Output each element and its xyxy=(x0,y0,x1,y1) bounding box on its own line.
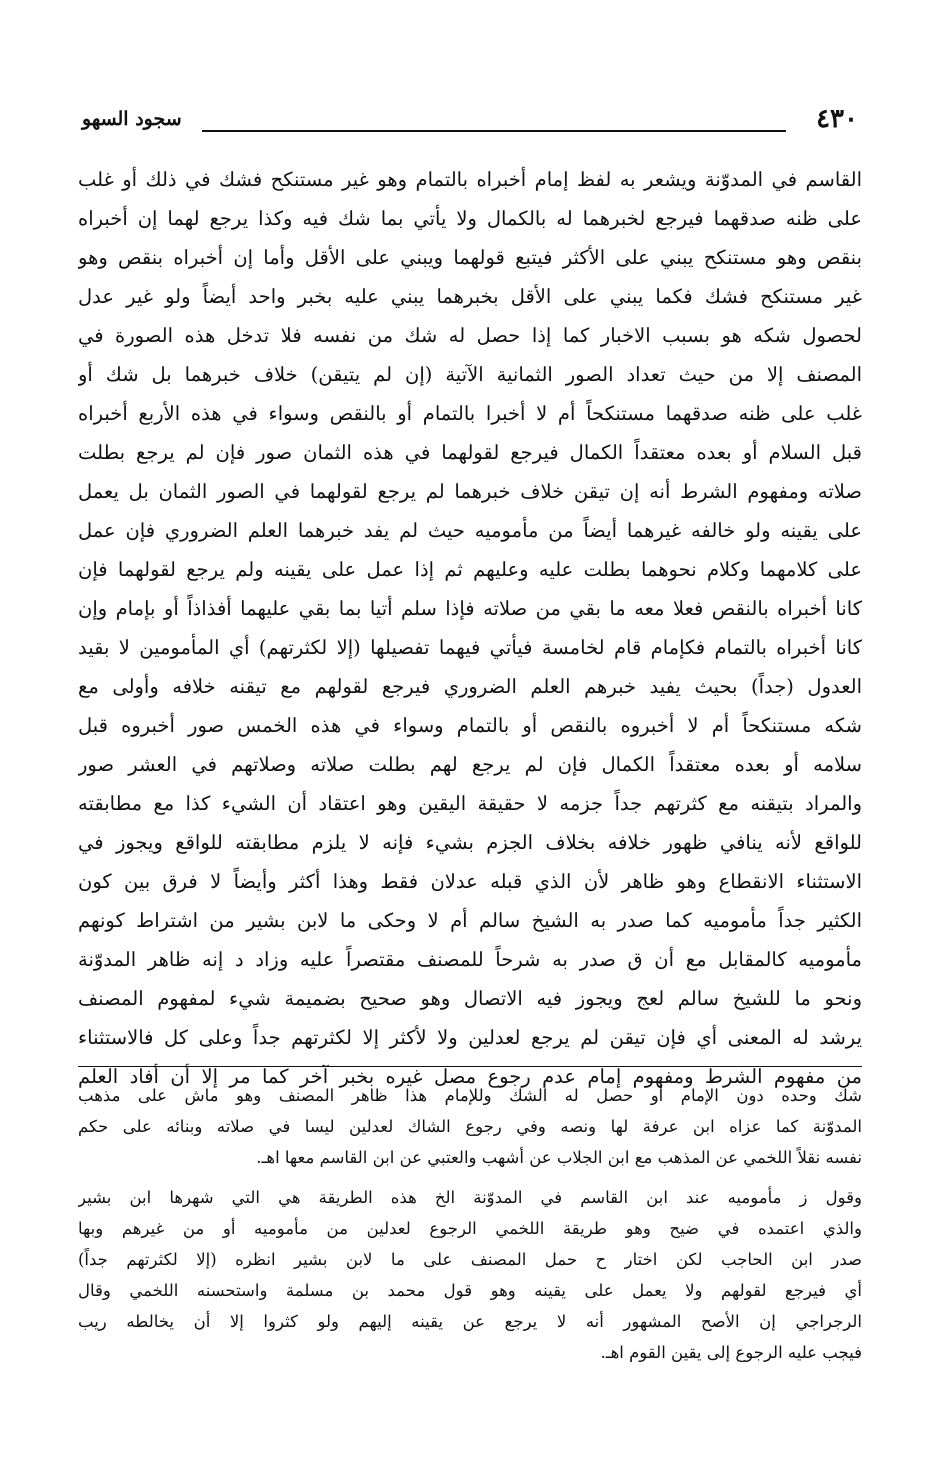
text-line: لحصول شكه هو بسبب الاخبار كما إذا حصل له شك من نفسه فلا تدخل هذه الصورة في xyxy=(78,324,862,347)
text-line: المصنف إلا من حيث تعداد الصور الثمانية الآتية (إن لم يتيقن) خلاف خبرهما بل شك أو xyxy=(78,363,862,386)
text-line: للواقع لأنه ينافي ظهور خلافه بخلاف الجزم بشيء فإنه لا يلزم مطابقته للواقع ويجوز في xyxy=(78,831,862,854)
text-line: على يقينه ولو خالفه غيرهما أيضاً من مأموميه حيث لم يفد خبرهما العلم الضروري فإن عمل xyxy=(78,519,862,542)
text-line: قبل السلام أو بعده معتقداً الكمال فيرجع لقولهما في هذه الثمان صور فإن لم يرجع بطلت xyxy=(78,441,862,464)
text-line: والمراد بتيقنه مع كثرتهم جداً جزمه لا حقيقة اليقين وهو اعتقاد أن الشيء كذا مع مطابقته xyxy=(78,792,862,815)
text-line: بنقص وهو مستنكح يبني على الأكثر فيتبع قولهما ويبني على الأقل وأما إن أخبراه بنقص وهو xyxy=(78,246,862,269)
page-header xyxy=(82,104,858,134)
text-line: على ظنه صدقهما فيرجع لخبرهما له بالكمال ولا يأتي بما شك فيه وكذا يرجع لهما إن أخبراه xyxy=(78,207,862,230)
text-line: كانا أخبراه بالنقص فعلا معه ما بقي من صلاته فإذا سلم أتيا بما بقي عليهما أفذاذاً أو بإمام وإن xyxy=(78,597,862,620)
footnote-line: المدوّنة كما عزاه ابن عرفة لها ونصه وفي رجوع الشاك لعدلين ليسا في صلاته وبنائه على حكم xyxy=(78,1117,862,1136)
header-rule xyxy=(202,130,786,132)
footnote-line: نفسه نقلاً اللخمي عن المذهب مع ابن الجلاب عن أشهب والعتبي عن ابن القاسم معها اهـ. xyxy=(256,1148,862,1167)
text-line: كانا أخبراه بالتمام فكإمام قام لخامسة فيأتي فيهما تفصيلها (إلا لكثرتهم) أي المأمومين لا بقيد xyxy=(78,636,862,659)
text-line: العدول (جداً) بحيث يفيد خبرهم العلم الضروري فيرجع لقولهم مع تيقنه خلافه وأولى مع xyxy=(78,675,862,698)
footnote-line: أي فيرجع لقولهم ولا يعمل على يقينه وهو قول محمد بن مسلمة واستحسنه اللخمي وقال xyxy=(78,1281,862,1300)
text-line: سلامه أو بعده معتقداً الكمال فإن لم يرجع لهم بطلت صلاته وصلاتهم في العشر صور xyxy=(78,753,862,776)
footnote-line: شك وحده دون الإمام أو حصل له الشك وللإمام هذا ظاهر المصنف وهو ماش على مذهب xyxy=(78,1086,862,1105)
text-line: صلاته ومفهوم الشرط أنه إن تيقن خلاف خبرهما لم يرجع لقولهما في الصور الثمان بل يعمل xyxy=(78,480,862,503)
text-line: يرشد له المعنى أي فإن تيقن لم يرجع لعدلين ولا لأكثر إلا لكثرتهم جداً وعلى كل فالاستثناء xyxy=(78,1026,862,1049)
text-line: مأموميه كالمقابل مع أن ق صدر به شرحاً للمصنف مقتصراً عليه وزاد د إنه ظاهر المدوّنة xyxy=(78,948,862,971)
text-line: من مفهوم الشرط ومفهوم إمام عدم رجوع مصل غيره بخبر آخر كما مر إلا أن أفاد العلم xyxy=(78,1065,862,1088)
text-line: ونحو ما للشيخ سالم لعج ويجوز فيه الاتصال وهو صحيح بضميمة شيء لمفهوم المصنف xyxy=(78,987,862,1010)
footnotes xyxy=(78,1080,862,1368)
text-line: شكه مستنكحاً أم لا أخبروه بالنقص أو بالتمام وسواء في هذه الخمس صور أخبروه قبل xyxy=(78,714,862,737)
main-text xyxy=(78,160,862,1096)
footnote-line: صدر ابن الحاجب لكن اختار ح حمل المصنف على ما لابن بشير انظره (إلا لكثرتهم جداً) xyxy=(78,1250,862,1269)
footnote-paragraph-gap xyxy=(78,1173,862,1182)
text-line: الاستثناء الانقطاع وهو ظاهر لأن الذي قبله عدلان فقط وهذا أكثر وأيضاً لا فرق بين كون xyxy=(78,870,862,893)
text-line: القاسم في المدوّنة ويشعر به لفظ إمام أخبراه بالتمام وهو غير مستنكح فشك في ذلك أو غلب xyxy=(78,168,862,191)
footnote-line: والذي اعتمده في ضيح وهو طريقة اللخمي الرجوع لعدلين من مأموميه أو من غيرهم وبها xyxy=(78,1219,862,1238)
page-number: ٤٣٠ xyxy=(816,104,858,134)
running-title: سجود السهو xyxy=(82,108,182,130)
text-line: الكثير جداً مأموميه كما صدر به الشيخ سالم أم لا وحكى ما لابن بشير من اشتراط كونهم xyxy=(78,909,862,932)
footnote-line: الرجراجي إن الأصح المشهور أنه لا يرجع عن يقينه إليهم ولو كثروا إلا أن يخالطه ريب xyxy=(78,1312,862,1331)
text-line: غلب على ظنه صدقهما مستنكحاً أم لا أخبرا بالتمام أو بالنقص وسواء في هذه الأربع أخبراه xyxy=(78,402,862,425)
footnote-separator xyxy=(78,1066,862,1067)
text-line: غير مستنكح فشك فكما يبني على الأقل بخبرهما يبني عليه بخبر واحد أيضاً ولو غير عدل xyxy=(78,285,862,308)
text-line: على كلامهما وكلام نحوهما بطلت عليه وعليهم ثم إذا عمل على يقينه ولم يرجع لقولهما فإن xyxy=(78,558,862,581)
footnote-line: فيجب عليه الرجوع إلى يقين القوم اهـ. xyxy=(600,1343,862,1362)
footnote-line: وقول ز مأموميه عند ابن القاسم في المدوّنة الخ هذه الطريقة هي التي شهرها ابن بشير xyxy=(78,1188,862,1207)
